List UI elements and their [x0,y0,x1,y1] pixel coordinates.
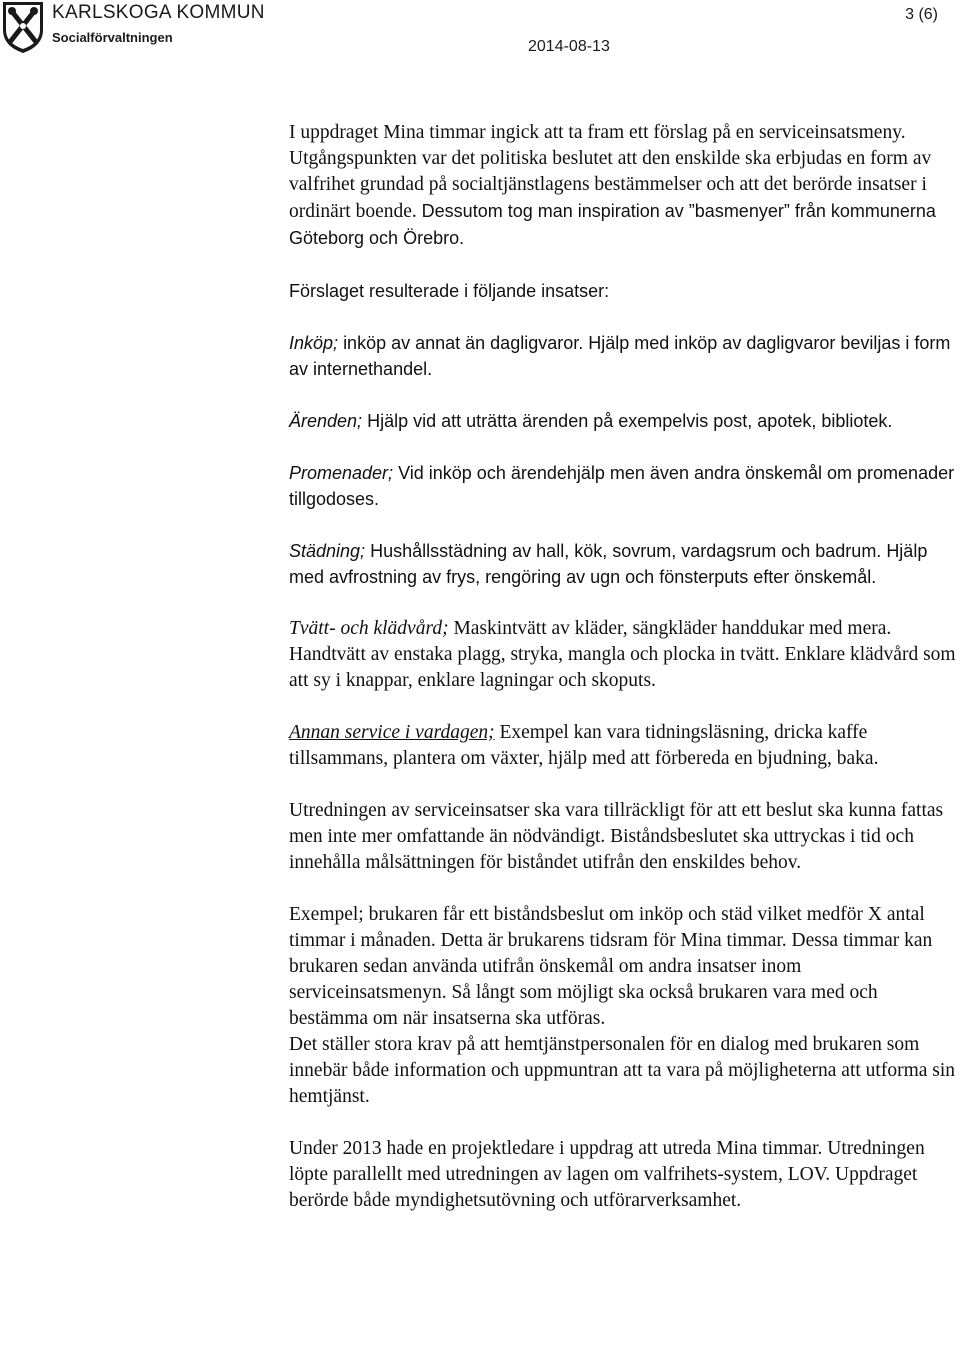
service-description: Hjälp vid att uträtta ärenden på exempelvis post, apotek, bibliotek. [367,411,893,431]
project-paragraph: Under 2013 hade en projektledare i uppdrag att utreda Mina timmar. Utredningen löpte parallellt med utredningen av lagen om valfrihets-system, LOV. Uppdraget berörde både myndighetsutövning och utförarverksamhet. [289,1138,925,1211]
organization-name: KARLSKOGA KOMMUN [52,2,265,23]
service-item-stadning [289,538,960,590]
intro-text: I uppdraget Mina timmar ingick att ta fram ett förslag på en serviceinsatsmeny. Utgångspunkten var det politiska beslutet att den enskilde ska erbjudas en form av valfrihet grundad på socialtjänstlagens bestämmelser och att det berörde insatser i ordinärt boende. [289,122,932,222]
page-number: 3 (6) [905,6,938,23]
services-intro: Förslaget resulterade i följande insatser: [289,281,610,301]
service-item-inkop [289,330,960,382]
service-item-tvatt [289,616,960,694]
example-followup-text: Det ställer stora krav på att hemtjänstpersonalen för en dialog med brukaren som innebär både information och uppmuntran att ta vara på möjligheterna att utforma sin hemtjänst. [289,1034,956,1107]
service-description: Exempel kan vara tidningsläsning, dricka kaffe tillsammans, plantera om växter, hjälp med att förbereda en bjudning, baka. [289,722,879,769]
service-description: Maskintvätt av kläder, sängkläder handdukar med mera. Handtvätt av enstaka plagg, stryka, mangla och plocka in tvätt. Enklare klädvård som att sy i knappar, enklare lagningar och skoputs. [289,618,956,691]
service-description: inköp av annat än dagligvaror. Hjälp med inköp av dagligvaror beviljas i form av internethandel. [289,333,951,379]
assessment-paragraph: Utredningen av serviceinsatser ska vara tillräckligt för att ett beslut ska kunna fattas men inte mer omfattande än nödvändigt. Biståndsbeslutet ska uttryckas i tid och innehålla målsättningen för biståndet utifrån den enskildes behov. [289,800,944,873]
service-item-promenader [289,460,960,512]
page-header [0,0,960,60]
intro-paragraph [289,120,960,252]
service-item-arenden [289,408,960,434]
service-term: Städning; [289,541,366,561]
service-term: Annan service i vardagen; [289,722,495,743]
document-body [289,120,960,1240]
service-term: Tvätt- och klädvård; [289,618,449,639]
document-date: 2014-08-13 [528,38,610,55]
municipality-crest-icon [0,0,46,54]
service-description: Vid inköp och ärendehjälp men även andra önskemål om promenader tillgodoses. [289,463,955,509]
service-description: Hushållsstädning av hall, kök, sovrum, vardagsrum och badrum. Hjälp med avfrostning av frys, rengöring av ugn och fönsterputs efter önskemål. [289,541,928,587]
service-term: Inköp; [289,333,339,353]
example-text: Exempel; brukaren får ett biståndsbeslut om inköp och städ vilket medför X antal timmar i månaden. Detta är brukarens tidsram för Mina timmar. Dessa timmar kan brukaren sedan använda utifrån önskemål om andra insatser inom serviceinsatsmenyn. Så långt som möjligt ska också brukaren vara med och bestämma om när insatserna ska utföras. [289,904,933,1029]
service-item-annan-service [289,720,960,772]
department-name: Socialförvaltningen [52,30,173,45]
service-term: Promenader; [289,463,394,483]
service-term: Ärenden; [289,411,363,431]
example-paragraph [289,902,960,1110]
intro-inspiration-text: Dessutom tog man inspiration av ”basmenyer” från kommunerna Göteborg och Örebro. [289,201,936,248]
